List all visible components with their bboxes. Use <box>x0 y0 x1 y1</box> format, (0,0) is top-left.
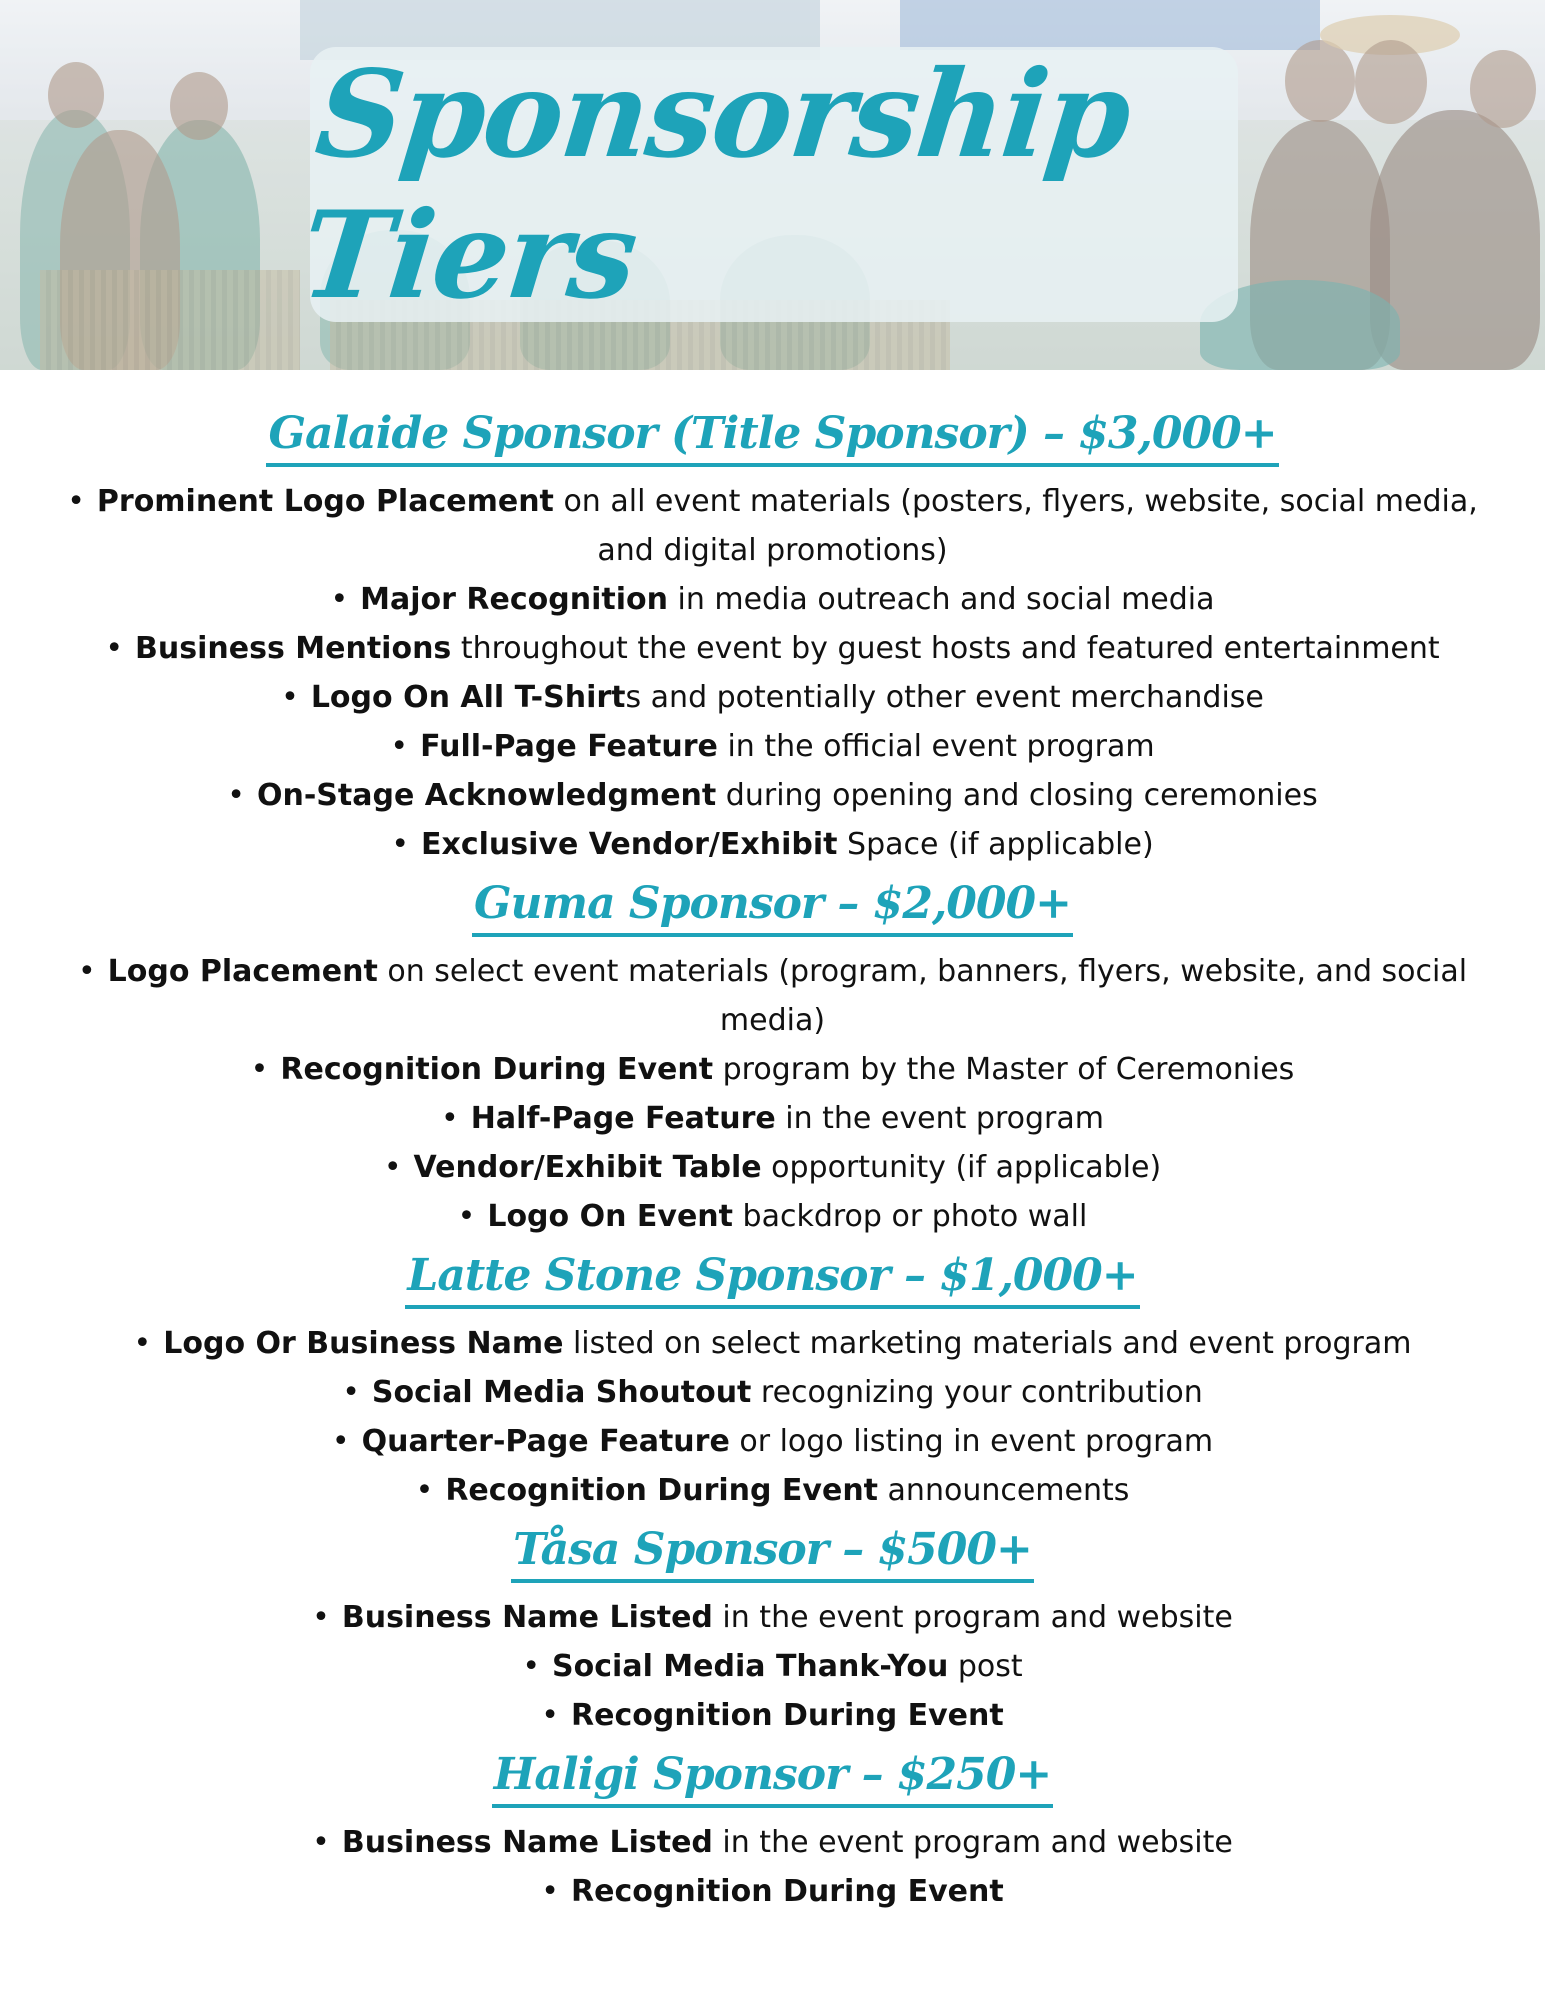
benefit-item <box>13 1368 1533 1417</box>
bullet-icon: • <box>330 582 349 617</box>
benefit-text: on select event materials (program, banners, flyers, website, and social media) <box>377 954 1468 1038</box>
header-photo-banner <box>0 0 1545 370</box>
benefit-text: on all event materials (posters, flyers, website, social media, and digital promotions) <box>553 484 1478 568</box>
benefit-label: Prominent Logo Placement <box>96 484 554 519</box>
bullet-icon: • <box>250 1052 269 1087</box>
page-title: Sponsorship Tiers <box>295 43 1136 326</box>
benefit-label: Logo Placement <box>107 954 378 989</box>
tier-heading: Latte Stone Sponsor – $1,000+ <box>405 1247 1139 1309</box>
benefit-label: Social Media Thank-You <box>552 1649 949 1684</box>
tier-guma <box>0 875 1545 1241</box>
benefit-item <box>13 820 1533 869</box>
benefit-label: Half-Page Feature <box>470 1101 776 1136</box>
tier-heading: Galaide Sponsor (Title Sponsor) – $3,000+ <box>266 405 1278 467</box>
benefit-item <box>13 575 1533 624</box>
tier-heading: Guma Sponsor – $2,000+ <box>472 875 1073 937</box>
benefit-text: post <box>948 1649 1023 1684</box>
tier-heading: Haligi Sponsor – $250+ <box>492 1746 1053 1808</box>
bullet-icon: • <box>441 1101 459 1136</box>
sponsorship-tier-list <box>0 405 1545 1916</box>
bullet-icon: • <box>390 729 409 764</box>
bullet-icon: • <box>312 1600 330 1635</box>
benefit-label: Recognition During Event <box>445 1473 879 1508</box>
benefit-label: Vendor/Exhibit Table <box>413 1150 762 1185</box>
benefit-label: Social Media Shoutout <box>371 1375 752 1410</box>
benefit-item <box>13 1867 1533 1916</box>
bullet-icon: • <box>67 484 85 519</box>
benefit-item <box>13 673 1533 722</box>
benefit-text: in media outreach and social media <box>667 582 1215 617</box>
benefit-label: Logo On All T-Shirt <box>310 680 626 715</box>
bullet-icon: • <box>391 827 410 862</box>
benefit-text: Space (if applicable) <box>837 827 1154 862</box>
tier-heading: Tåsa Sponsor – $500+ <box>511 1521 1034 1583</box>
benefit-label: Major Recognition <box>360 582 668 617</box>
benefit-label: Logo Or Business Name <box>163 1326 564 1361</box>
bullet-icon: • <box>77 954 96 989</box>
benefit-text: listed on select marketing materials and event program <box>563 1326 1412 1361</box>
tier-galaide <box>0 405 1545 869</box>
bullet-icon: • <box>133 1326 152 1361</box>
benefit-label: Recognition During Event <box>571 1874 1004 1909</box>
benefit-text: throughout the event by guest hosts and featured entertainment <box>451 631 1440 666</box>
benefit-label: Recognition During Event <box>571 1698 1004 1733</box>
tier-latte-stone <box>0 1247 1545 1515</box>
benefit-item <box>13 1192 1533 1241</box>
benefit-text: in the event program <box>775 1101 1104 1136</box>
benefit-text: in the event program and website <box>712 1825 1233 1860</box>
bullet-icon: • <box>331 1424 350 1459</box>
benefit-text: or logo listing in event program <box>729 1424 1214 1459</box>
bullet-icon: • <box>342 1375 360 1410</box>
bullet-icon: • <box>522 1649 541 1684</box>
benefit-label: Business Name Listed <box>341 1600 713 1635</box>
benefit-item <box>13 1593 1533 1642</box>
benefit-text: in the official event program <box>717 729 1155 764</box>
benefit-list <box>0 1319 1545 1515</box>
benefit-item <box>13 947 1533 1045</box>
bullet-icon: • <box>281 680 299 715</box>
benefit-item <box>13 1466 1533 1515</box>
benefit-list <box>0 1593 1545 1740</box>
benefit-text: s and potentially other event merchandise <box>625 680 1264 715</box>
benefit-item <box>13 1094 1533 1143</box>
benefit-item <box>13 1045 1533 1094</box>
benefit-label: Recognition During Event <box>280 1052 714 1087</box>
benefit-item <box>13 1319 1533 1368</box>
benefit-label: Business Mentions <box>135 631 452 666</box>
benefit-text: backdrop or photo wall <box>732 1199 1088 1234</box>
benefit-item <box>13 722 1533 771</box>
bullet-icon: • <box>312 1825 330 1860</box>
benefit-text: program by the Master of Ceremonies <box>713 1052 1295 1087</box>
benefit-label: Quarter-Page Feature <box>361 1424 730 1459</box>
benefit-label: Logo On Event <box>487 1199 733 1234</box>
benefit-text: announcements <box>878 1473 1130 1508</box>
bullet-icon: • <box>541 1698 559 1733</box>
benefit-item <box>13 1143 1533 1192</box>
benefit-item <box>13 477 1533 575</box>
benefit-label: On-Stage Acknowledgment <box>256 778 717 813</box>
benefit-label: Full-Page Feature <box>420 729 718 764</box>
bullet-icon: • <box>227 778 245 813</box>
benefit-list <box>0 477 1545 869</box>
bullet-icon: • <box>457 1199 476 1234</box>
bullet-icon: • <box>383 1150 402 1185</box>
bullet-icon: • <box>541 1874 559 1909</box>
bullet-icon: • <box>415 1473 434 1508</box>
benefit-text: in the event program and website <box>712 1600 1233 1635</box>
benefit-label: Business Name Listed <box>341 1825 713 1860</box>
benefit-item <box>13 771 1533 820</box>
benefit-list <box>0 947 1545 1241</box>
benefit-text: during opening and closing ceremonies <box>716 778 1318 813</box>
tier-tasa <box>0 1521 1545 1740</box>
benefit-text: recognizing your contribution <box>751 1375 1203 1410</box>
benefit-item <box>13 1417 1533 1466</box>
bullet-icon: • <box>105 631 124 666</box>
benefit-list <box>0 1818 1545 1916</box>
tier-haligi <box>0 1746 1545 1916</box>
benefit-item <box>13 1818 1533 1867</box>
benefit-item <box>13 624 1533 673</box>
benefit-item <box>13 1691 1533 1740</box>
benefit-text: opportunity (if applicable) <box>761 1150 1162 1185</box>
benefit-label: Exclusive Vendor/Exhibit <box>421 827 838 862</box>
title-card <box>295 43 1238 326</box>
benefit-item <box>13 1642 1533 1691</box>
